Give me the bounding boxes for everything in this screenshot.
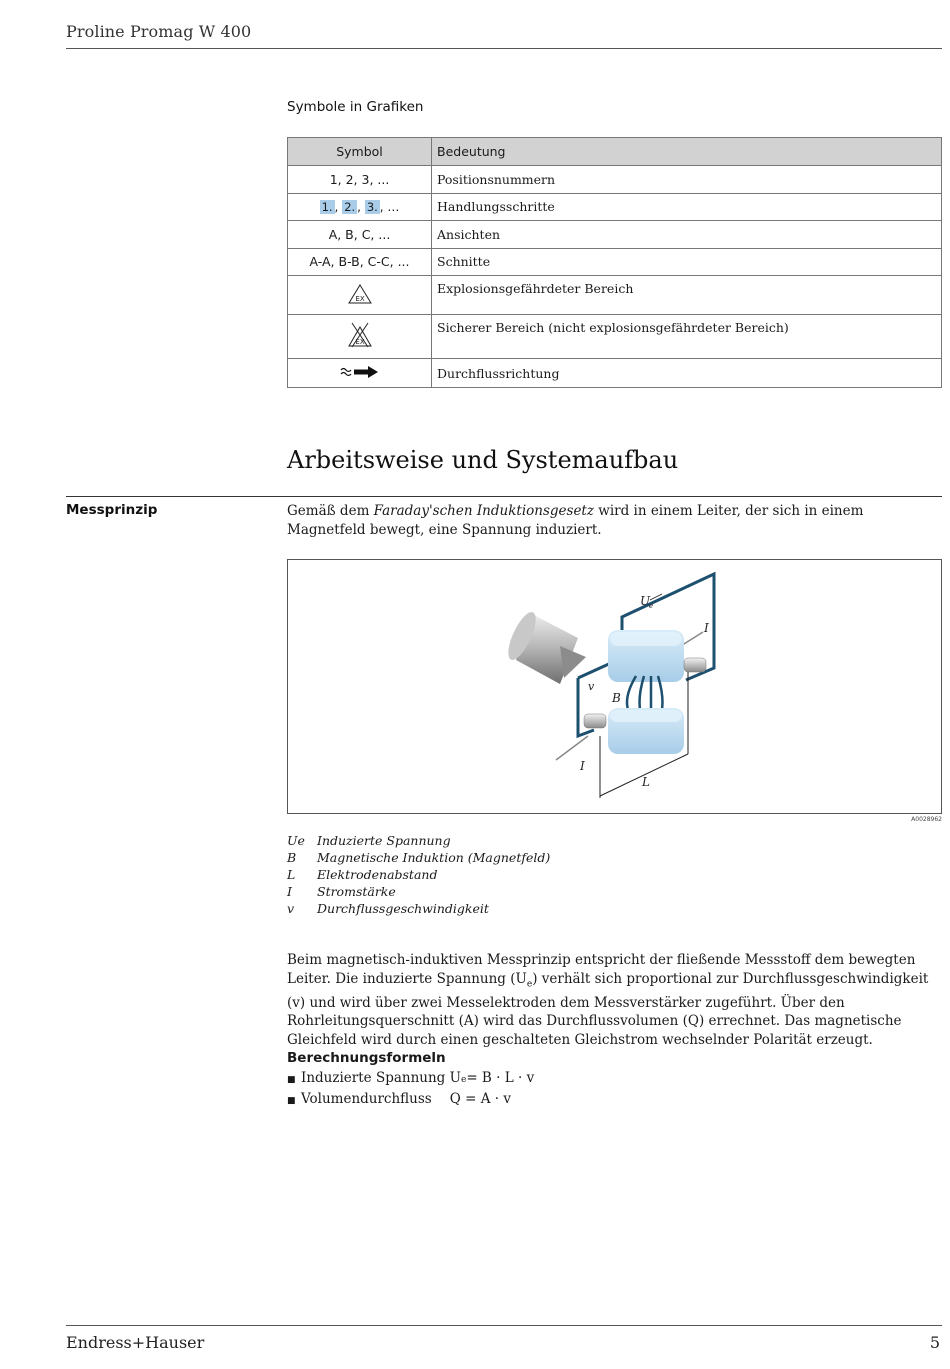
table-row bbox=[288, 248, 942, 276]
symbol-cell: A-A, B-B, C-C, ... bbox=[288, 248, 432, 276]
safe-area-icon bbox=[347, 321, 373, 349]
electrode-left bbox=[584, 714, 606, 728]
legend-key: I bbox=[287, 884, 292, 899]
step-badge: 3. bbox=[366, 200, 378, 215]
symbol-cell bbox=[288, 359, 432, 388]
legend-row bbox=[287, 883, 550, 900]
meaning-cell: Explosionsgefährdeter Bereich bbox=[432, 276, 942, 315]
current-label-bottom: I bbox=[580, 759, 585, 773]
symbols-table bbox=[287, 137, 942, 388]
intro-law-name: Faraday'schen Induktionsgesetz bbox=[373, 503, 594, 519]
table-row bbox=[288, 276, 942, 315]
legend-key: B bbox=[287, 850, 297, 865]
ex-icon-text: EX bbox=[354, 294, 365, 303]
legend-text: Induzierte Spannung bbox=[317, 833, 451, 848]
symbol-cell: 1, 2, 3, ... bbox=[288, 166, 432, 194]
induction-label: B bbox=[612, 691, 621, 705]
column-header-symbol: Symbol bbox=[288, 138, 432, 166]
header-title: Proline Promag W 400 bbox=[66, 22, 252, 41]
legend-text: Stromstärke bbox=[317, 884, 396, 899]
meaning-cell: Positionsnummern bbox=[432, 166, 942, 194]
legend-row bbox=[287, 849, 550, 866]
step-badge: 2. bbox=[344, 200, 356, 215]
bullet-icon: ■ bbox=[287, 1075, 296, 1085]
velocity-label: v bbox=[588, 680, 595, 693]
legend-row bbox=[287, 866, 550, 883]
ue-label-sub: e bbox=[649, 602, 654, 610]
symbols-section-title: Symbole in Grafiken bbox=[287, 99, 424, 115]
symbol-cell: 1. , 2. , 3. , … bbox=[288, 193, 432, 221]
header-rule bbox=[66, 48, 942, 49]
table-header-row bbox=[288, 138, 942, 166]
legend-text: Durchflussgeschwindigkeit bbox=[317, 901, 489, 916]
paragraph-text-end: ) verhält sich proportional zur Durchflussgeschwindigkeit (v) und wird über zwei Messelektroden dem Messverstärker zugeführt. Über den Rohrleitungsquerschnitt (A) wird das Durchflussvolumen (Q) errechnet. Das magnetische Gleichfeld wird durch einen geschalteten Gleichstrom wechselnder Polarität erzeugt. bbox=[287, 970, 929, 1048]
formula-symbol: U bbox=[449, 1070, 461, 1086]
paragraph-text-start: Beim magnetisch-induktiven Messprinzip entspricht der fließende Messstoff dem bewegten Leiter. Die induzierte Spannung (U bbox=[287, 952, 916, 987]
formula-list bbox=[287, 1069, 534, 1110]
principle-paragraph bbox=[287, 951, 942, 1049]
intro-text-end: wird in einem Leiter, der sich in einem Magnetfeld bewegt, eine Spannung induziert. bbox=[287, 503, 864, 538]
legend-text: Magnetische Induktion (Magnetfeld) bbox=[317, 850, 551, 865]
table-row bbox=[288, 221, 942, 249]
symbol-cell bbox=[288, 315, 432, 359]
list-item bbox=[287, 1090, 534, 1111]
table-row bbox=[288, 166, 942, 194]
meaning-cell: Ansichten bbox=[432, 221, 942, 249]
legend-row bbox=[287, 900, 550, 917]
distance-label: L bbox=[642, 775, 650, 789]
legend-key: v bbox=[287, 901, 295, 916]
measuring-principle-label: Messprinzip bbox=[66, 502, 158, 518]
current-label-top: I bbox=[704, 621, 709, 635]
footer-brand: Endress+Hauser bbox=[66, 1333, 205, 1352]
intro-text-start: Gemäß dem bbox=[287, 503, 374, 519]
legend-row bbox=[287, 832, 550, 849]
paragraph-subscript: e bbox=[526, 979, 533, 990]
intro-paragraph bbox=[287, 502, 942, 539]
formula-expression: Q = A · v bbox=[449, 1090, 511, 1107]
meaning-cell: Sicherer Bereich (nicht explosionsgefährdeter Bereich) bbox=[432, 315, 942, 359]
formula-expression: = B · L · v bbox=[466, 1070, 535, 1086]
flow-direction-icon bbox=[340, 365, 380, 379]
faraday-diagram bbox=[288, 560, 941, 813]
table-row bbox=[288, 193, 942, 221]
step-badge: 1. bbox=[321, 200, 333, 215]
figure-code: A0028962 bbox=[911, 816, 942, 823]
column-header-meaning: Bedeutung bbox=[432, 138, 942, 166]
electrode-right bbox=[684, 658, 706, 672]
chapter-rule bbox=[66, 496, 942, 497]
meaning-cell: Schnitte bbox=[432, 248, 942, 276]
legend-key: L bbox=[287, 867, 296, 882]
hazardous-area-icon bbox=[347, 283, 373, 305]
chapter-title: Arbeitsweise und Systemaufbau bbox=[287, 446, 679, 474]
electrode-line-bottom bbox=[556, 736, 588, 760]
symbol-cell: A, B, C, ... bbox=[288, 221, 432, 249]
formula-label: Induzierte Spannung bbox=[301, 1070, 446, 1086]
page-number: 5 bbox=[929, 1333, 940, 1352]
footer-rule bbox=[66, 1325, 942, 1326]
bullet-icon: ■ bbox=[287, 1095, 296, 1106]
list-item bbox=[287, 1069, 534, 1090]
formulas-title: Berechnungsformeln bbox=[287, 1050, 446, 1066]
formula-label: Volumendurchfluss bbox=[301, 1090, 432, 1107]
step-suffix: , … bbox=[379, 200, 400, 215]
ue-label-main: U bbox=[640, 594, 651, 608]
meaning-cell: Handlungsschritte bbox=[432, 193, 942, 221]
legend-text: Elektrodenabstand bbox=[317, 867, 438, 882]
meaning-cell: Durchflussrichtung bbox=[432, 359, 942, 388]
table-row bbox=[288, 315, 942, 359]
magnet-top bbox=[608, 630, 684, 682]
symbol-cell bbox=[288, 276, 432, 315]
magnet-bottom bbox=[608, 708, 684, 754]
formula-subscript: e bbox=[461, 1075, 467, 1085]
table-row bbox=[288, 359, 942, 388]
ex-icon-text: EX bbox=[354, 338, 365, 346]
figure-legend bbox=[287, 832, 550, 917]
measuring-principle-figure bbox=[287, 559, 942, 814]
legend-key: Ue bbox=[287, 833, 305, 848]
ue-label bbox=[640, 594, 653, 610]
pipe-cylinder bbox=[503, 609, 586, 684]
